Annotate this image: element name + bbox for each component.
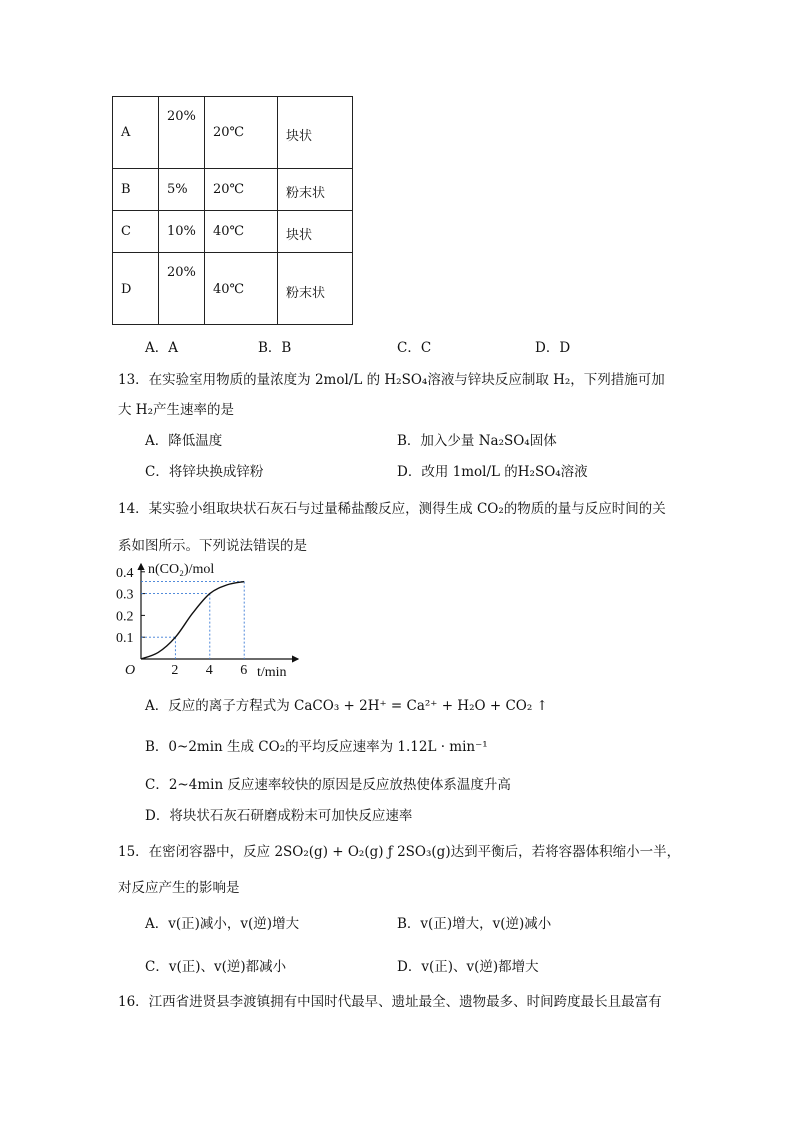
- q13-choice-b: B．加入少量 Na₂SO₄固体: [397, 433, 557, 449]
- co2-vs-time-graph: [115, 558, 305, 683]
- concentration-cell: 5%: [167, 182, 188, 197]
- q12-choice-a: A．A: [145, 340, 178, 356]
- q12-options-table: [112, 96, 353, 325]
- form-cell: 粉末状: [286, 186, 326, 201]
- temperature-cell: 40℃: [213, 282, 245, 297]
- origin-label: O: [125, 663, 136, 678]
- q16-stem-line-1: 16．江西省进贤县李渡镇拥有中国时代最早、遗址最全、遗物最多、时间跨度最长且最富有: [118, 994, 662, 1010]
- table-row: [113, 253, 353, 325]
- y-tick-label: 0.3: [116, 587, 134, 603]
- q14-stem-line-2: 系如图所示。下列说法错误的是: [118, 538, 307, 554]
- y-tick-label: 0.4: [116, 565, 134, 581]
- y-tick-label: 0.2: [116, 609, 134, 625]
- y-axis-label: n(CO₂)/mol: [148, 562, 215, 577]
- concentration-cell: 20%: [167, 265, 196, 280]
- row-label: B: [121, 182, 131, 197]
- q14-choice-c: C．2~4min 反应速率较快的原因是反应放热使体系温度升高: [145, 777, 511, 793]
- q12-choice-b: B．B: [258, 340, 292, 356]
- q15-stem-line-2: 对反应产生的影响是: [118, 880, 240, 896]
- y-tick-label: 0.1: [116, 631, 134, 647]
- q13-choice-c: C．将锌块换成锌粉: [145, 464, 264, 480]
- q14-choice-d: D．将块状石灰石研磨成粉末可加快反应速率: [145, 808, 413, 824]
- temperature-cell: 20℃: [213, 125, 245, 140]
- q14-choice-b: B．0~2min 生成 CO₂的平均反应速率为 1.12L · min⁻¹: [145, 739, 488, 755]
- q13-stem-line-1: 13．在实验室用物质的量浓度为 2mol/L 的 H₂SO₄溶液与锌块反应制取 H₂，下列措施可加: [118, 372, 665, 388]
- q14-choice-a: A．反应的离子方程式为 CaCO₃ + 2H⁺ = Ca²⁺ + H₂O + CO₂ ↑: [145, 698, 548, 714]
- q15-stem-line-1: 15．在密闭容器中，反应 2SO₂(g) + O₂(g) ƒ 2SO₃(g)达到平衡后，若将容器体积缩小一半，: [118, 844, 681, 860]
- row-label: C: [121, 224, 131, 239]
- x-axis-label: t/min: [257, 665, 287, 680]
- q12-choice-c: C．C: [397, 340, 432, 356]
- concentration-cell: 10%: [167, 224, 196, 239]
- q14-stem-line-1: 14．某实验小组取块状石灰石与过量稀盐酸反应，测得生成 CO₂的物质的量与反应时间的关: [118, 501, 666, 517]
- temperature-cell: 40℃: [213, 224, 245, 239]
- q15-choice-a: A．v(正)减小，v(逆)增大: [145, 916, 300, 932]
- form-cell: 粉末状: [286, 286, 326, 301]
- x-tick-label: 4: [205, 663, 213, 678]
- row-label: A: [121, 125, 131, 140]
- table-row: [113, 97, 353, 169]
- q13-stem-line-2: 大 H₂产生速率的是: [118, 402, 234, 418]
- row-label: D: [121, 282, 132, 297]
- q12-choice-d: D．D: [535, 340, 571, 356]
- form-cell: 块状: [286, 129, 313, 144]
- q13-choice-a: A．降低温度: [145, 433, 223, 449]
- table-row: [113, 169, 353, 211]
- q15-choice-b: B．v(正)增大，v(逆)减小: [397, 916, 552, 932]
- table-row: [113, 211, 353, 253]
- q13-choice-d: D．改用 1mol/L 的H₂SO₄溶液: [397, 464, 588, 480]
- x-tick-label: 2: [171, 663, 179, 678]
- concentration-cell: 20%: [167, 109, 196, 124]
- form-cell: 块状: [286, 228, 313, 243]
- q15-choice-c: C．v(正)、v(逆)都减小: [145, 959, 287, 975]
- x-tick-label: 6: [240, 663, 248, 678]
- temperature-cell: 20℃: [213, 182, 245, 197]
- q15-choice-d: D．v(正)、v(逆)都增大: [397, 959, 539, 975]
- co2-curve: [141, 582, 244, 659]
